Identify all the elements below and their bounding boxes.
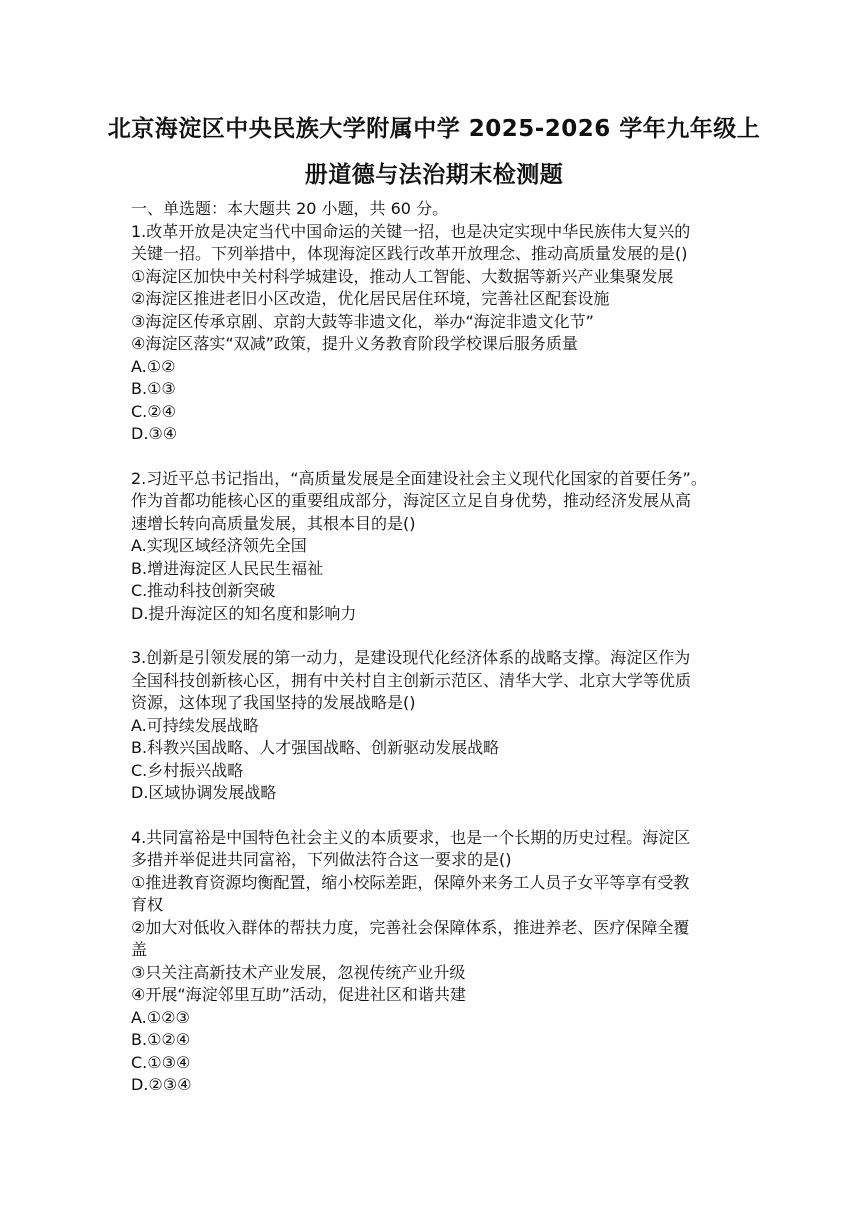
option-c: C.推动科技创新突破: [131, 581, 276, 600]
statement-3: ③只关注高新技术产业发展，忽视传统产业升级: [131, 962, 466, 982]
question-stem-line: 1.改革开放是决定当代中国命运的关键一招，也是决定实现中华民族伟大复兴的: [131, 221, 691, 241]
option-d: D.提升海淀区的知名度和影响力: [131, 603, 357, 623]
option-d: D.区域协调发展战略: [131, 783, 277, 802]
option-a: A.①②: [131, 356, 176, 376]
exam-body: [131, 198, 751, 1097]
question-3: [131, 647, 751, 805]
option-b: B.增进海淀区人民民生福祉: [131, 558, 324, 578]
statement-2-cont: 盖: [131, 940, 148, 959]
exam-title-line-1: 北京海淀区中央民族大学附属中学 2025-2026 学年九年级上: [107, 116, 761, 142]
question-stem-line: 关键一招。下列举措中，体现海淀区践行改革开放理念、推动高质量发展的是(): [131, 244, 688, 263]
option-a: A.①②③: [131, 1007, 190, 1027]
question-stem-line: 3.创新是引领发展的第一动力，是建设现代化经济体系的战略支撑。海淀区作为: [131, 648, 691, 667]
option-d: D.②③④: [131, 1075, 192, 1094]
option-a: A.可持续发展战略: [131, 715, 259, 735]
statement-2: ②海淀区推进老旧小区改造，优化居民居住环境，完善社区配套设施: [131, 289, 610, 308]
option-d: D.③④: [131, 424, 178, 443]
option-c: C.①③④: [131, 1052, 191, 1072]
statement-2: ②加大对低收入群体的帮扶力度，完善社会保障体系，推进养老、医疗保障全覆: [131, 917, 690, 937]
question-4: [131, 827, 751, 1097]
option-a: A.实现区域经济领先全国: [131, 536, 307, 555]
option-c: C.乡村振兴战略: [131, 760, 244, 780]
question-stem-line: 多措并举促进共同富裕，下列做法符合这一要求的是(): [131, 850, 512, 869]
section-heading: 一、单选题：本大题共 20 小题，共 60 分。: [131, 199, 449, 218]
option-b: B.科教兴国战略、人才强国战略、创新驱动发展战略: [131, 738, 500, 757]
statement-1-cont: 育权: [131, 895, 164, 914]
option-b: B.①③: [131, 379, 176, 398]
question-stem-line: 全国科技创新核心区，拥有中关村自主创新示范区、清华大学、北京大学等优质: [131, 670, 692, 690]
statement-4: ④开展“海淀邻里互助”活动，促进社区和谐共建: [131, 985, 466, 1004]
statement-1: ①海淀区加快中关村科学城建设，推动人工智能、大数据等新兴产业集聚发展: [131, 266, 674, 286]
option-b: B.①②④: [131, 1030, 191, 1049]
question-stem-line: 作为首都功能核心区的重要组成部分，海淀区立足自身优势，推动经济发展从高: [131, 491, 692, 510]
question-stem-line: 资源，这体现了我国坚持的发展战略是(): [131, 693, 416, 712]
question-stem-line: 2.习近平总书记指出，“高质量发展是全面建设社会主义现代化国家的首要任务”。: [131, 468, 707, 488]
question-2: [131, 468, 751, 626]
question-1: [131, 221, 751, 446]
option-c: C.②④: [131, 401, 176, 421]
statement-4: ④海淀区落实“双减”政策，提升义务教育阶段学校课后服务质量: [131, 334, 578, 353]
statement-3: ③海淀区传承京剧、京韵大鼓等非遗文化，举办“海淀非遗文化节”: [131, 311, 594, 331]
statement-1: ①推进教育资源均衡配置，缩小校际差距，保障外来务工人员子女平等享有受教: [131, 872, 690, 892]
question-stem-line: 速增长转向高质量发展，其根本目的是(): [131, 513, 416, 533]
question-stem-line: 4.共同富裕是中国特色社会主义的本质要求，也是一个长期的历史过程。海淀区: [131, 827, 691, 847]
exam-title-line-2: 册道德与法治期末检测题: [304, 162, 564, 188]
